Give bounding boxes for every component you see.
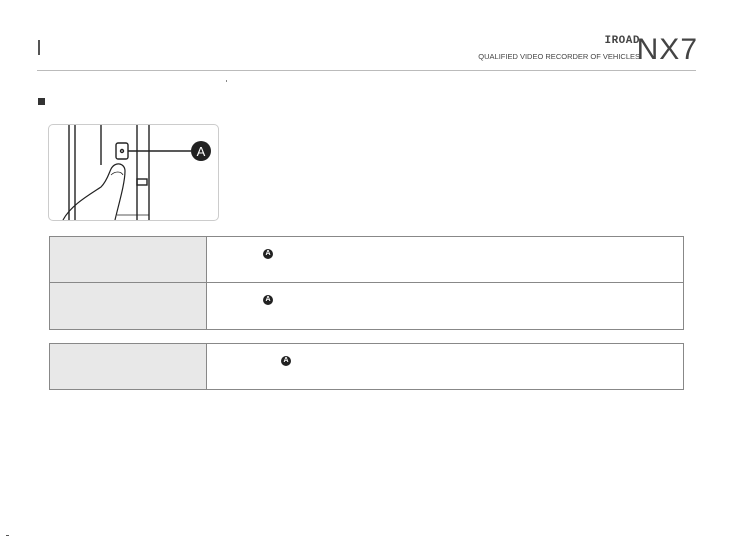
info-table-row-1: [49, 236, 684, 283]
brand-model-text: NX7: [636, 33, 698, 66]
small-mark: [226, 80, 227, 82]
info-table-row-2: [49, 283, 684, 330]
brand-iroad-text: IROAD: [604, 35, 640, 47]
page-title-marker: [38, 40, 40, 55]
callout-a-badge-icon: A: [281, 356, 291, 366]
row-1-description-cell: [207, 237, 683, 282]
corner-mark: [6, 535, 9, 536]
brand-logo: [468, 34, 698, 66]
callout-a-label: A: [196, 144, 206, 159]
row-2-description-cell: [207, 283, 683, 329]
row-3-description-cell: [207, 344, 683, 389]
callout-a-badge-icon: A: [263, 249, 273, 259]
row-3-label-cell: [50, 344, 207, 389]
row-2-label-cell: [50, 283, 207, 329]
finger-press-illustration: [49, 125, 218, 220]
header-divider: [37, 70, 696, 71]
row-1-label-cell: [50, 237, 207, 282]
callout-a-badge-icon: A: [263, 295, 273, 305]
brand-tagline: QUALIFIED VIDEO RECORDER OF VEHICLES: [478, 52, 640, 61]
device-button-illustration: [48, 124, 219, 221]
info-table-row-3: [49, 343, 684, 390]
section-bullet-icon: [38, 98, 45, 105]
